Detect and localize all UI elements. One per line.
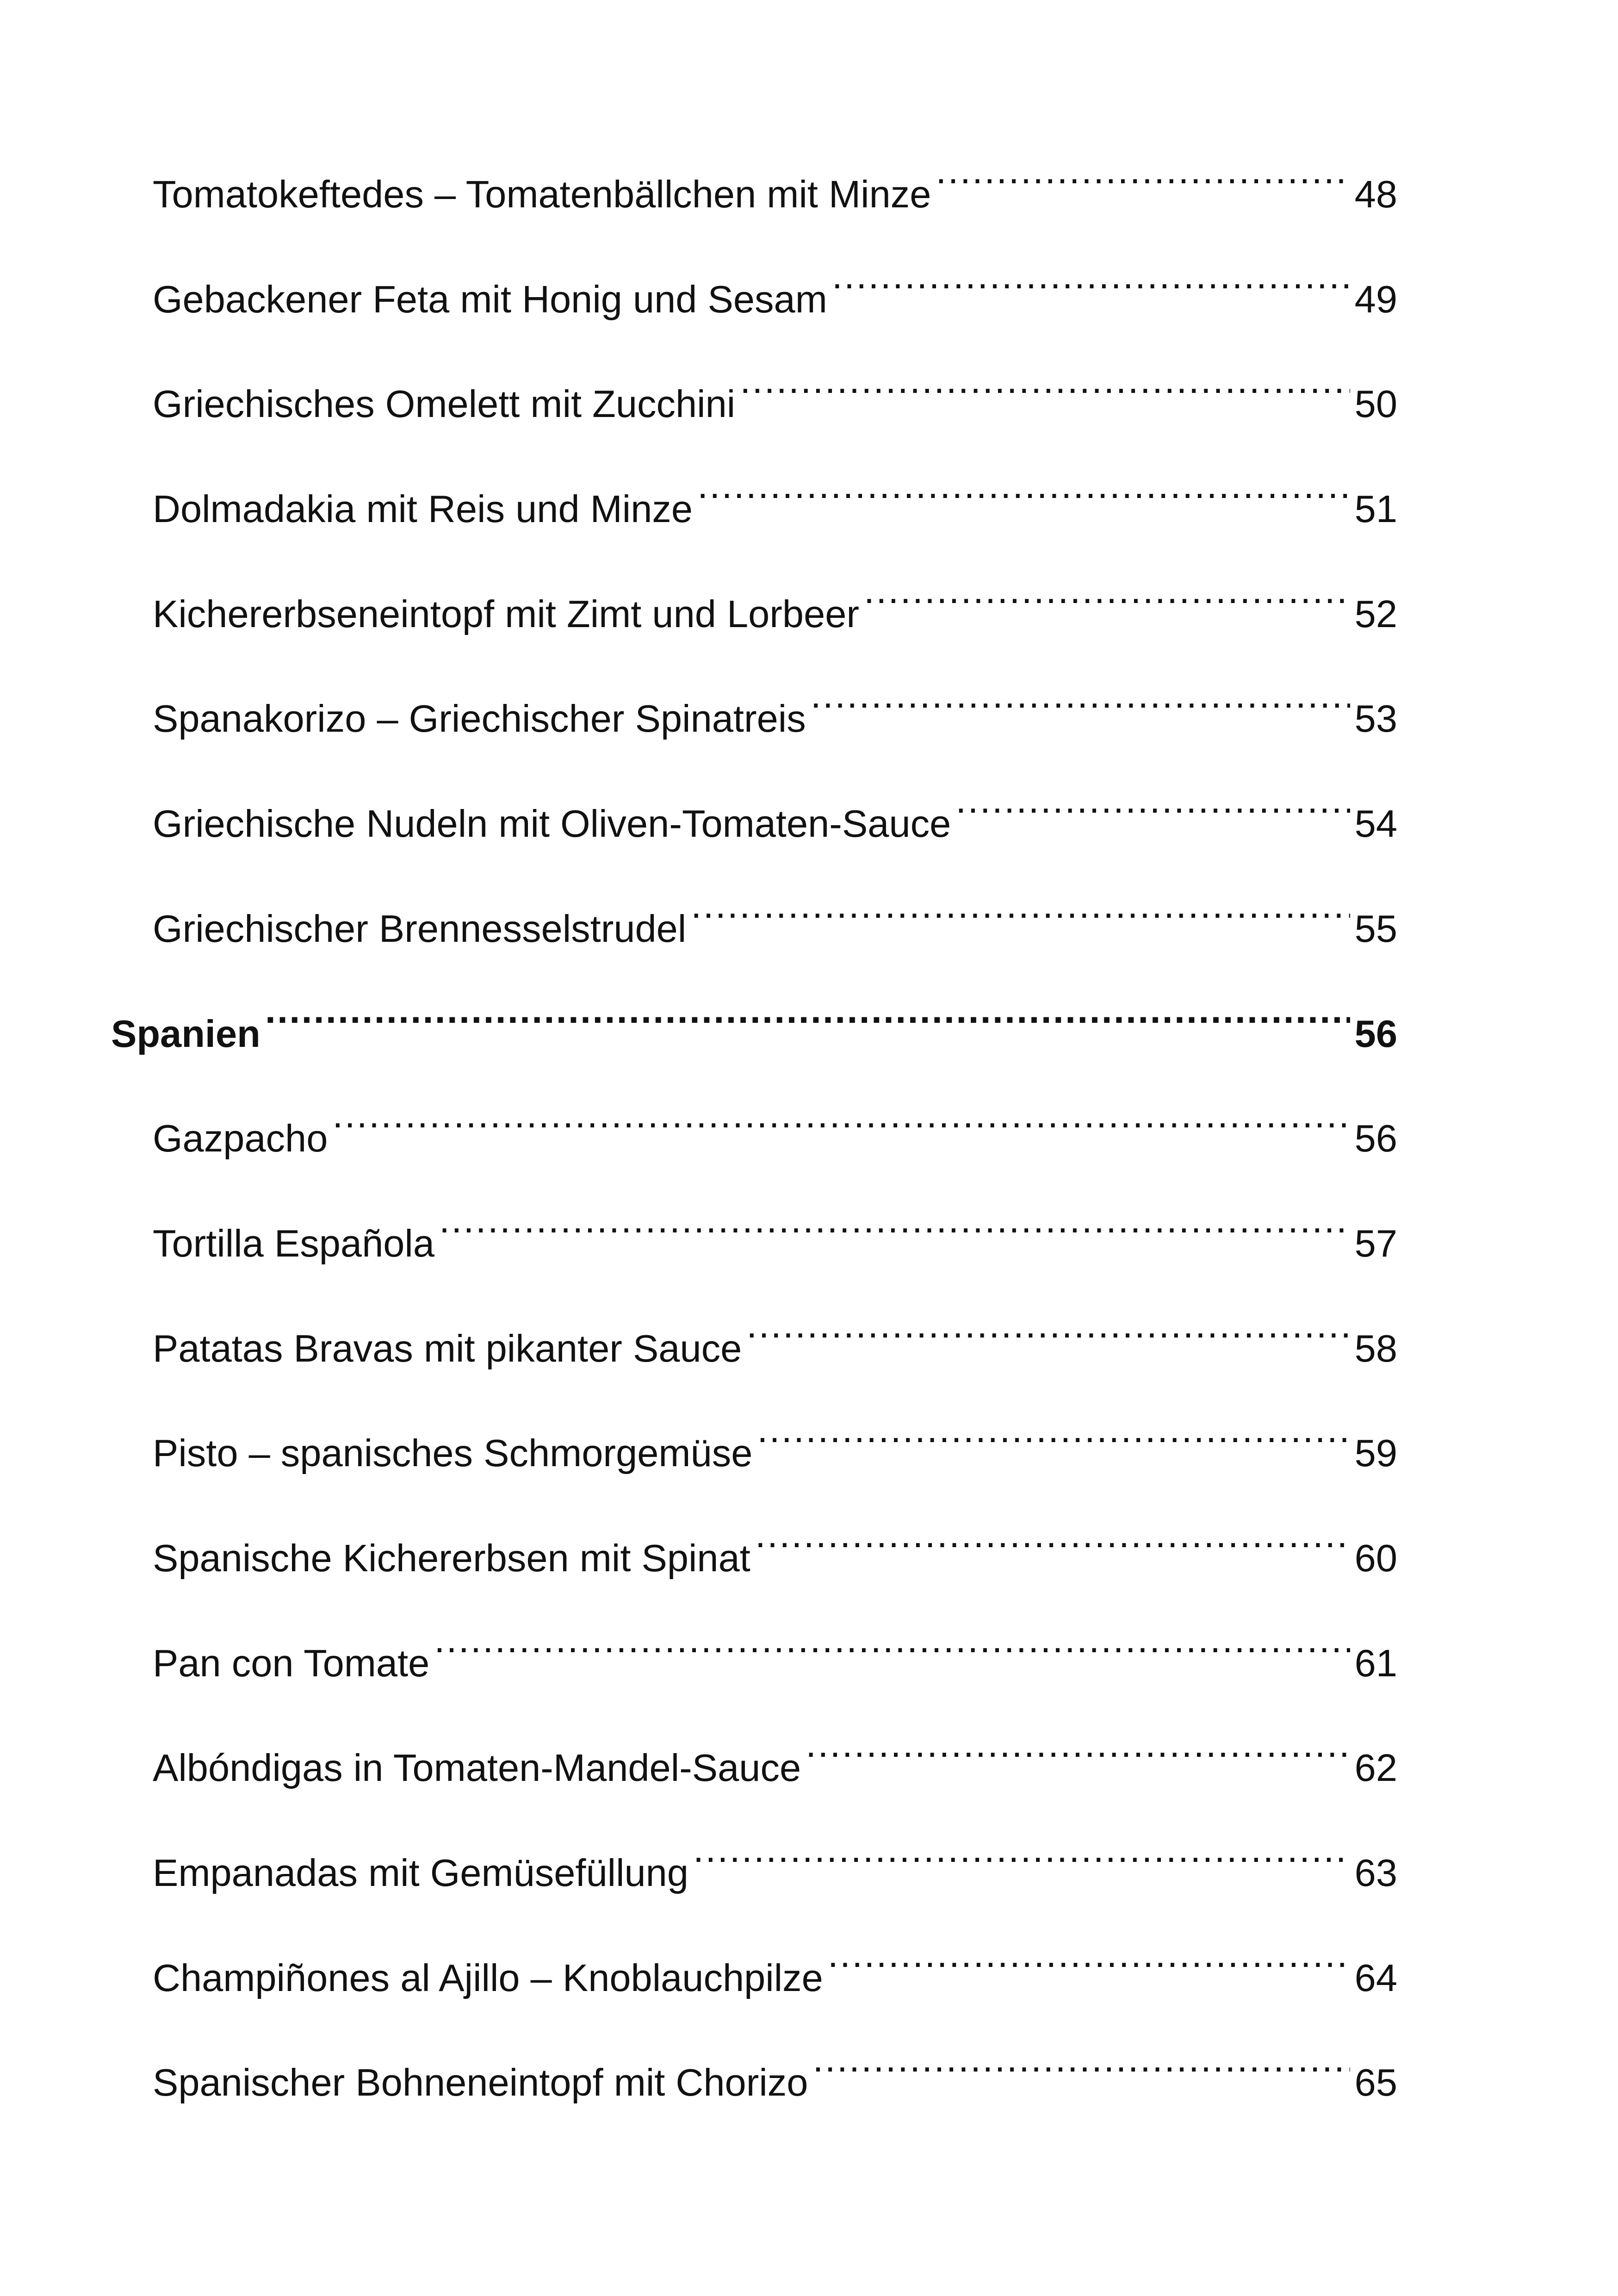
toc-page-number: 48 [1354,173,1397,216]
toc-page-number: 51 [1354,487,1397,531]
toc-dot-leader [806,1742,1350,1781]
toc-page-number: 55 [1354,907,1397,950]
toc-entry-title: Spanakorizo – Griechischer Spinatreis [153,697,806,740]
toc-entry-title: Tomatokeftedes – Tomatenbällchen mit Minze [153,173,931,216]
toc-page-number: 54 [1354,802,1397,846]
toc-page-number: 64 [1354,1956,1397,1999]
toc-dot-leader [691,903,1350,942]
toc-dot-leader [864,589,1350,627]
toc-page-number: 56 [1354,1117,1397,1160]
toc-page-number: 63 [1354,1851,1397,1894]
toc-entry-title: Dolmadakia mit Reis und Minze [153,487,693,531]
toc-entry-title: Griechisches Omelett mit Zucchini [153,382,736,426]
toc-dot-leader [828,1953,1350,1991]
toc-entry-albondigas[interactable] [111,1731,1397,1836]
toc-dot-leader [332,1113,1350,1151]
toc-entry-tomatokeftedes[interactable] [111,157,1397,262]
toc-chapter-title: Spanien [111,1012,260,1055]
toc-chapter-spanien[interactable] [111,997,1397,1102]
toc-entry-pisto[interactable] [111,1416,1397,1521]
toc-entry-dolmadakia[interactable] [111,472,1397,577]
table-of-contents [111,157,1397,2151]
toc-entry-title: Empanadas mit Gemüsefüllung [153,1851,688,1894]
toc-entry-pan-con-tomate[interactable] [111,1626,1397,1731]
toc-dot-leader [697,484,1350,522]
toc-page-number: 60 [1354,1536,1397,1580]
toc-entry-tortilla-espanola[interactable] [111,1207,1397,1312]
toc-dot-leader [812,2057,1350,2096]
toc-dot-leader [811,693,1350,732]
toc-page-number: 61 [1354,1641,1397,1685]
toc-dot-leader [832,274,1350,312]
toc-page-number: 50 [1354,382,1397,426]
toc-dot-leader [746,1323,1350,1362]
toc-page-number: 58 [1354,1326,1397,1370]
toc-entry-title: Spanische Kichererbsen mit Spinat [153,1536,750,1580]
toc-entry-brennesselstrudel[interactable] [111,892,1397,997]
toc-page-number: 65 [1354,2061,1397,2104]
toc-page-number: 49 [1354,277,1397,321]
toc-entry-title: Gebackener Feta mit Honig und Sesam [153,277,827,321]
toc-entry-title: Griechischer Brennesselstrudel [153,907,687,950]
toc-entry-title: Patatas Bravas mit pikanter Sauce [153,1326,742,1370]
toc-dot-leader [936,169,1350,207]
toc-page-number: 59 [1354,1431,1397,1475]
toc-entry-title: Pan con Tomate [153,1641,430,1685]
toc-entry-bohneneintopf[interactable] [111,2046,1397,2151]
toc-entry-gazpacho[interactable] [111,1101,1397,1207]
toc-page-number: 57 [1354,1221,1397,1265]
toc-entry-title: Kichererbseneintopf mit Zimt und Lorbeer [153,592,860,635]
toc-page-number: 56 [1354,1012,1397,1055]
toc-dot-leader [757,1428,1350,1466]
toc-entry-empanadas[interactable] [111,1836,1397,1941]
toc-entry-griechische-nudeln[interactable] [111,787,1397,892]
toc-dot-leader [439,1218,1350,1257]
toc-entry-griechisches-omelett[interactable] [111,367,1397,472]
toc-dot-leader [434,1638,1350,1676]
toc-entry-patatas-bravas[interactable] [111,1312,1397,1417]
toc-entry-kichererbseneintopf[interactable] [111,577,1397,682]
toc-page-number: 62 [1354,1746,1397,1790]
toc-entry-title: Albóndigas in Tomaten-Mandel-Sauce [153,1746,801,1790]
toc-dot-leader [755,1533,1350,1571]
toc-page-number: 53 [1354,697,1397,740]
toc-entry-title: Gazpacho [153,1117,328,1160]
toc-entry-spanische-kichererbsen[interactable] [111,1521,1397,1626]
toc-dot-leader [265,1008,1350,1047]
toc-entry-champinones[interactable] [111,1941,1397,2046]
toc-page-number: 52 [1354,592,1397,635]
toc-entry-title: Champiñones al Ajillo – Knoblauchpilze [153,1956,823,1999]
toc-entry-title: Griechische Nudeln mit Oliven-Tomaten-Sauce [153,802,951,846]
toc-entry-spanakorizo[interactable] [111,682,1397,787]
toc-dot-leader [955,798,1350,837]
toc-dot-leader [740,379,1350,417]
toc-dot-leader [693,1848,1350,1886]
toc-entry-title: Pisto – spanisches Schmorgemüse [153,1431,753,1475]
toc-entry-title: Spanischer Bohneneintopf mit Chorizo [153,2061,808,2104]
toc-entry-gebackener-feta[interactable] [111,262,1397,367]
toc-entry-title: Tortilla Española [153,1221,435,1265]
